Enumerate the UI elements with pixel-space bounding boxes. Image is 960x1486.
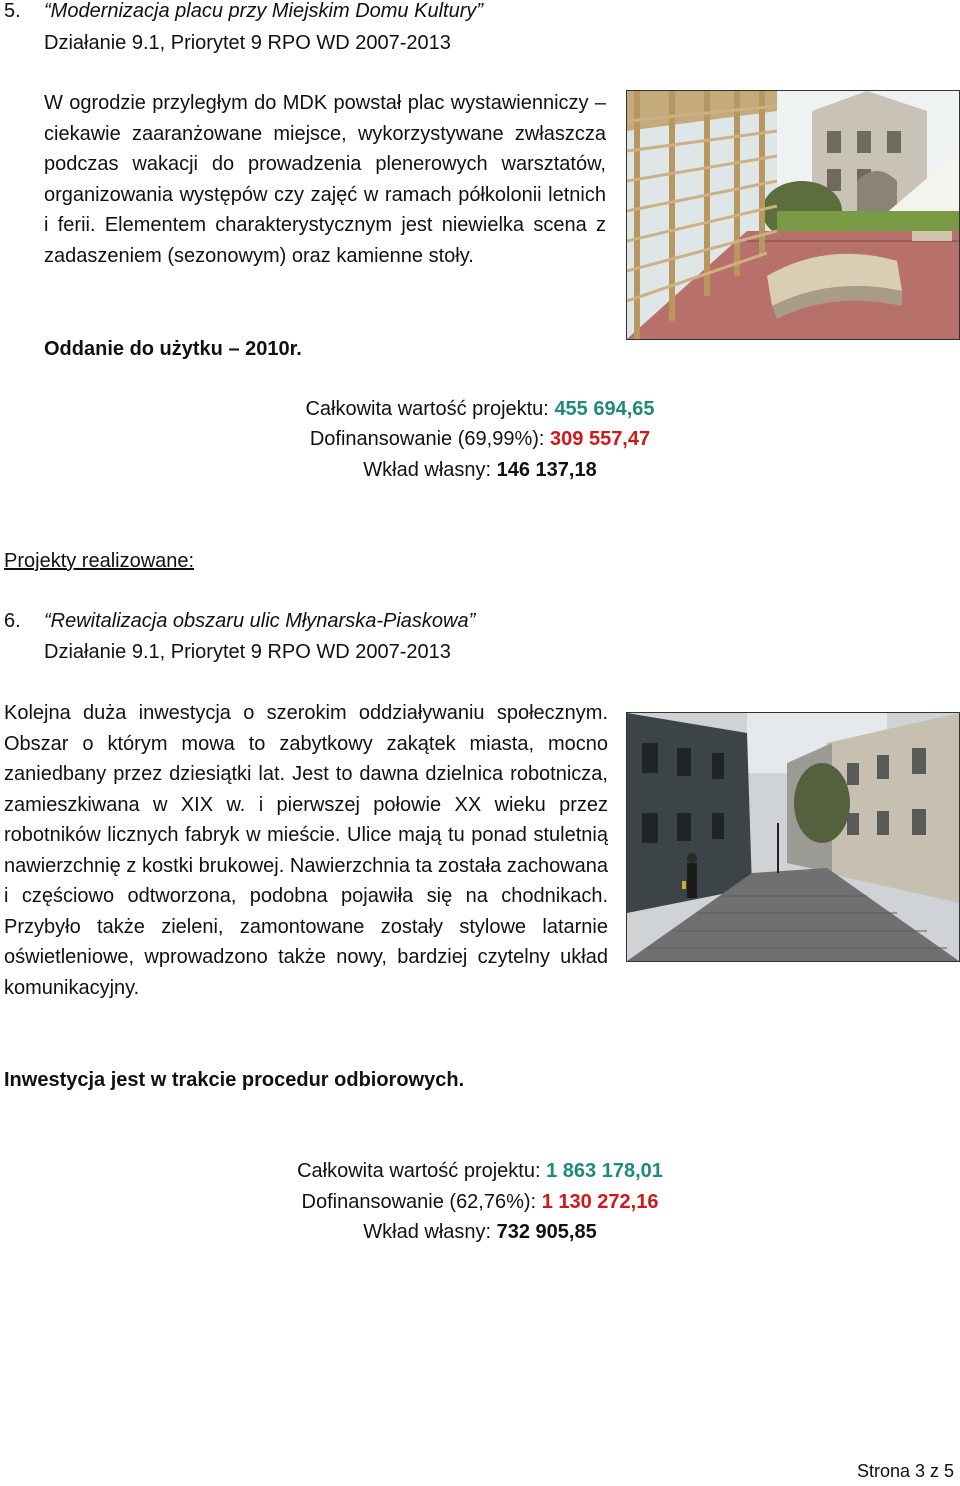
cofinancing-value: 309 557,47 (550, 428, 651, 450)
garden-pergola-photo (626, 90, 960, 340)
section-6-number: 6. (4, 610, 21, 632)
page-number: Strona 3 z 5 (856, 1461, 954, 1481)
cofinancing-label: Dofinansowanie (62,76%): (301, 1191, 537, 1213)
section-5-cofinancing (0, 424, 960, 454)
total-value: 1 863 178,01 (546, 1160, 663, 1182)
section-5-number: 5. (4, 0, 21, 22)
total-value: 455 694,65 (554, 398, 655, 420)
section-5-title: “Modernizacja placu przy Miejskim Domu Kultury” (44, 0, 484, 22)
own-contribution-label: Wkład własny: (363, 1221, 492, 1243)
own-contribution-label: Wkład własny: (363, 459, 492, 481)
section-6-total (0, 1156, 960, 1186)
own-contribution-value: 732 905,85 (496, 1221, 597, 1243)
cofinancing-value: 1 130 272,16 (541, 1191, 659, 1213)
section-6-subtitle: Działanie 9.1, Priorytet 9 RPO WD 2007-2013 (44, 641, 451, 663)
section-5-completion: Oddanie do użytku – 2010r. (44, 338, 302, 360)
total-label: Całkowita wartość projektu: (305, 398, 549, 420)
section-6-status: Inwestycja jest w trakcie procedur odbiorowych. (4, 1069, 465, 1091)
section-6-title: “Rewitalizacja obszaru ulic Młynarska-Piaskowa” (44, 610, 476, 632)
own-contribution-value: 146 137,18 (496, 459, 597, 481)
section-5-total (0, 394, 960, 424)
section-6-own-contribution (0, 1217, 960, 1247)
section-5-own-contribution (0, 455, 960, 485)
total-label: Całkowita wartość projektu: (297, 1160, 541, 1182)
section-6-description: Kolejna duża inwestycja o szerokim oddziaływaniu społecznym. Obszar o którym mowa to zabytkowy zakątek miasta, mocno zaniedbany przez dziesiątki lat. Jest to dawna dzielnica robotnicza, zamieszkiwana w XIX w. i pierwszej połowie XX wieku przez robotników licznych fabryk w mieście. Ulice mają tu ponad stuletnią nawierzchnię z kostki brukowej. Nawierzchnia ta została zachowana i częściowo odtworzona, podobna pojawiła się na chodnikach. Przybyło także zieleni, zamontowane zostały stylowe latarnie oświetleniowe, wprowadzono także nowy, bardziej czytelny układ komunikacyjny. (4, 702, 608, 999)
section-6-cofinancing (0, 1187, 960, 1217)
cofinancing-label: Dofinansowanie (69,99%): (309, 428, 545, 450)
section-5-description: W ogrodzie przyległym do MDK powstał plac wystawienniczy – ciekawie zaaranżowane miejsce, wykorzystywane zwłaszcza podczas wakacji do prowadzenia plenerowych warsztatów, organizowania występów czy zajęć w ramach półkolonii letnich i ferii. Elementem charakterystycznym jest niewielka scena z zadaszeniem (sezonowym) oraz kamienne stoły. (44, 92, 606, 267)
section-5-subtitle: Działanie 9.1, Priorytet 9 RPO WD 2007-2013 (44, 32, 451, 54)
realized-projects-heading: Projekty realizowane: (4, 550, 195, 572)
